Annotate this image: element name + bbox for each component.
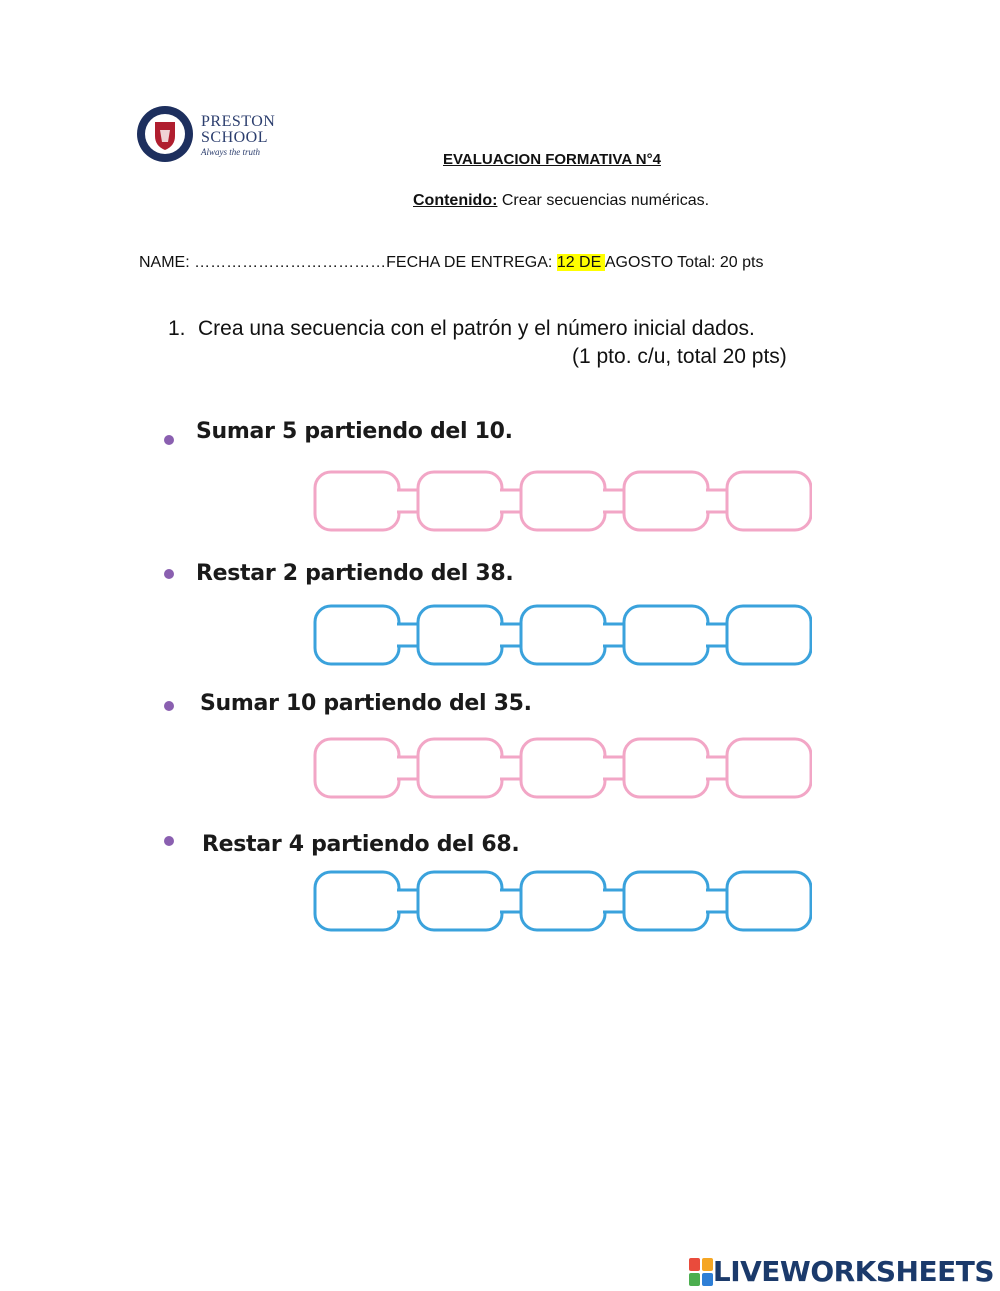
- content-text: Crear secuencias numéricas.: [497, 192, 710, 209]
- bullet-icon: [164, 701, 174, 711]
- answer-box[interactable]: [418, 472, 502, 530]
- footer-brand: [689, 1255, 994, 1288]
- logo-line-2: SCHOOL: [201, 129, 269, 146]
- answer-box[interactable]: [315, 739, 399, 797]
- answer-box[interactable]: [624, 606, 708, 664]
- question-text: Crea una secuencia con el patrón y el número inicial dados.: [198, 317, 755, 340]
- logo-text: [201, 114, 301, 158]
- date-rest: AGOSTO Total: 20 pts: [604, 254, 764, 271]
- content-label: Contenido:: [413, 192, 498, 209]
- sequence-chain[interactable]: [312, 735, 812, 801]
- answer-box[interactable]: [727, 472, 811, 530]
- answer-box[interactable]: [727, 739, 811, 797]
- answer-box[interactable]: [727, 872, 811, 930]
- liveworksheets-logo-icon: [689, 1258, 713, 1286]
- footer-brand-text: LIVEWORKSHEETS: [712, 1255, 994, 1288]
- meta-line: [139, 254, 763, 272]
- sequence-chain[interactable]: [312, 868, 812, 934]
- answer-box[interactable]: [624, 472, 708, 530]
- page-title: EVALUACION FORMATIVA N°4: [443, 151, 661, 168]
- question-1: [168, 317, 755, 341]
- content-line: [413, 192, 709, 210]
- item-label: Sumar 5 partiendo del 10.: [196, 419, 513, 444]
- bullet-icon: [164, 435, 174, 445]
- sequence-chain[interactable]: [312, 468, 812, 534]
- answer-box[interactable]: [418, 872, 502, 930]
- question-number: 1.: [168, 317, 186, 340]
- answer-box[interactable]: [521, 739, 605, 797]
- sequence-chain[interactable]: [312, 602, 812, 668]
- name-and-date-label: NAME: ………………………………FECHA DE ENTREGA:: [139, 254, 557, 271]
- item-label: Restar 2 partiendo del 38.: [196, 561, 514, 586]
- bullet-icon: [164, 836, 174, 846]
- answer-box[interactable]: [624, 872, 708, 930]
- answer-box[interactable]: [418, 606, 502, 664]
- logo-tagline: Always the truth: [201, 147, 260, 157]
- item-label: Restar 4 partiendo del 68.: [202, 832, 520, 857]
- answer-box[interactable]: [624, 739, 708, 797]
- answer-box[interactable]: [315, 606, 399, 664]
- date-highlight: 12 DE: [556, 254, 605, 271]
- answer-box[interactable]: [315, 472, 399, 530]
- item-label: Sumar 10 partiendo del 35.: [200, 691, 532, 716]
- bullet-icon: [164, 569, 174, 579]
- logo-line-1: PRESTON: [201, 113, 276, 130]
- answer-box[interactable]: [727, 606, 811, 664]
- answer-box[interactable]: [315, 872, 399, 930]
- answer-box[interactable]: [521, 606, 605, 664]
- question-points: (1 pto. c/u, total 20 pts): [572, 345, 787, 368]
- answer-box[interactable]: [418, 739, 502, 797]
- answer-box[interactable]: [521, 872, 605, 930]
- answer-box[interactable]: [521, 472, 605, 530]
